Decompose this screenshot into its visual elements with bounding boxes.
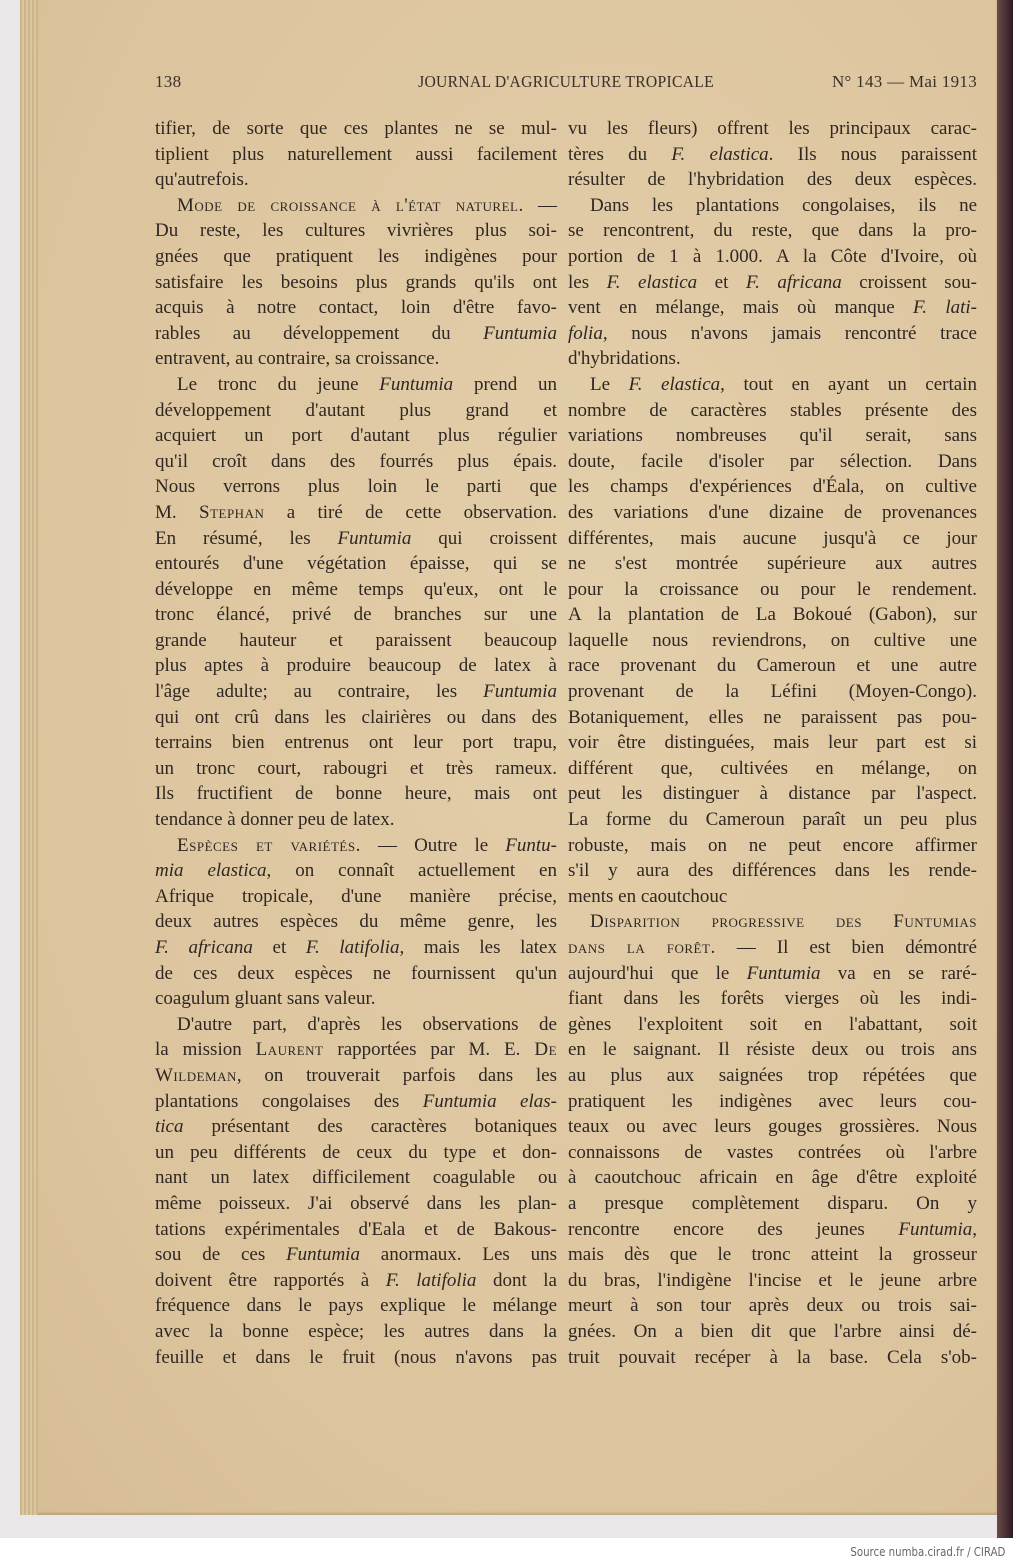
text-line	[568, 1114, 977, 1140]
small-caps-heading: Espèces et variétés.	[177, 834, 361, 856]
text-segment: tendance à donner peu de latex.	[155, 809, 395, 831]
text-segment: Nous verrons plus loin le parti que	[155, 476, 557, 498]
text-line	[155, 1165, 557, 1191]
text-line	[568, 142, 977, 168]
text-segment: développe en même temps qu'eux, ont le	[155, 578, 557, 600]
running-header	[155, 72, 977, 96]
text-line	[568, 346, 977, 372]
text-line	[155, 884, 557, 910]
text-segment: ,	[972, 1218, 977, 1240]
text-line	[568, 1063, 977, 1089]
text-segment: qui ont crû dans les clairières ou dans des	[155, 706, 557, 728]
text-line	[155, 193, 557, 219]
text-segment: feuille et dans le fruit (nous n'avons pas	[155, 1346, 557, 1368]
italic-text: tica	[155, 1116, 184, 1138]
text-segment: ments en caoutchouc	[568, 885, 728, 907]
text-segment: nant un latex difficilement coagulable ou	[155, 1167, 557, 1189]
text-line	[155, 961, 557, 987]
text-segment: avec la bonne espèce; les autres dans la	[155, 1320, 557, 1342]
text-line	[155, 935, 557, 961]
text-line	[568, 858, 977, 884]
text-segment: fiant dans les forêts vierges où les indi-	[568, 988, 977, 1010]
text-line	[155, 1012, 557, 1038]
text-segment: gènes l'exploitent soit en l'abattant, soit	[568, 1013, 977, 1035]
text-line	[568, 372, 977, 398]
text-segment: teaux ou avec leurs gouges grossières. Nous	[568, 1116, 977, 1138]
text-segment: de ces deux espèces ne fournissent qu'un	[155, 962, 557, 984]
text-segment: et	[697, 271, 746, 293]
text-line	[568, 526, 977, 552]
text-line	[155, 346, 557, 372]
text-segment: acquis à notre contact, loin d'être favo-	[155, 297, 557, 319]
text-line	[155, 1345, 557, 1371]
text-line	[568, 244, 977, 270]
text-line	[155, 1037, 557, 1063]
text-segment: rapportées par M. E.	[323, 1039, 535, 1061]
text-line	[155, 781, 557, 807]
text-segment: portion de 1 à 1.000. A la Côte d'Ivoire, où	[568, 245, 977, 267]
italic-text: Funtumia	[898, 1218, 973, 1240]
text-line	[568, 270, 977, 296]
text-line	[568, 961, 977, 987]
text-segment: s'il y aura des différences dans les rende-	[568, 860, 977, 882]
text-segment: d'hybridations.	[568, 348, 681, 370]
text-segment: l'âge adulte; au contraire, les	[155, 681, 484, 703]
text-segment: robuste, mais on ne peut encore affirmer	[568, 834, 977, 856]
text-segment: , on connaît actuellement en	[266, 860, 557, 882]
text-line	[568, 1165, 977, 1191]
text-line	[155, 142, 557, 168]
text-segment: présentant des caractères botaniques	[183, 1116, 557, 1138]
text-segment: M.	[155, 501, 199, 523]
text-segment: . Ils nous paraissent	[768, 143, 977, 165]
text-segment: tiplient plus naturellement aussi facilement	[155, 143, 557, 165]
text-line	[155, 1191, 557, 1217]
text-segment: — Il est bien démontré	[715, 937, 977, 958]
text-line	[568, 423, 977, 449]
text-segment: en le saignant. Il résiste deux ou trois ans	[568, 1039, 977, 1061]
text-segment: qu'il croît dans des fourrés plus épais.	[155, 450, 557, 472]
text-line	[155, 500, 557, 526]
text-line	[155, 1293, 557, 1319]
text-segment: ne s'est montrée supérieure aux autres	[568, 553, 977, 575]
text-segment: développement d'autant plus grand et	[155, 399, 557, 421]
text-segment: grande hauteur et paraissent beaucoup	[155, 629, 557, 651]
italic-text: F. latifolia	[305, 937, 400, 958]
text-segment: plus aptes à produire beaucoup de latex à	[155, 655, 557, 677]
text-line	[155, 474, 557, 500]
text-line	[155, 526, 557, 552]
text-line	[568, 705, 977, 731]
italic-text: Funtumia elas-	[422, 1090, 557, 1112]
text-line	[155, 602, 557, 628]
italic-text: Funtu-	[505, 834, 557, 856]
text-line	[568, 1268, 977, 1294]
text-segment: différentes, mais aucune jusqu'à ce jour	[568, 527, 977, 549]
text-line	[155, 833, 557, 859]
text-segment: Ils fructifient de bonne heure, mais ont	[155, 783, 557, 805]
text-segment: acquiert un port d'autant plus régulier	[155, 425, 557, 447]
text-line	[568, 1345, 977, 1371]
text-segment: rencontre encore des jeunes	[568, 1218, 899, 1240]
text-segment: satisfaire les besoins plus grands qu'ils ont	[155, 271, 557, 293]
text-segment: entourés d'une végétation épaisse, qui se	[155, 553, 557, 575]
text-line	[568, 628, 977, 654]
text-segment: même poisseux. J'ai observé dans les plan-	[155, 1192, 557, 1214]
text-line	[155, 372, 557, 398]
italic-text: mia elastica	[155, 860, 267, 882]
text-line	[568, 833, 977, 859]
text-line	[155, 679, 557, 705]
text-line	[155, 577, 557, 603]
italic-text: F. latifolia	[385, 1269, 477, 1291]
page-stack-edge	[20, 0, 38, 1515]
text-segment: A la plantation de La Bokoué (Gabon), sur	[568, 604, 977, 626]
text-segment: prend un	[453, 373, 557, 395]
text-line	[155, 807, 557, 833]
text-segment: des variations d'une dizaine de provenances	[568, 501, 977, 523]
text-segment: voir être distinguées, mais leur part est si	[568, 732, 977, 754]
text-segment: La forme du Cameroun paraît un peu plus	[568, 809, 977, 831]
text-line	[568, 781, 977, 807]
italic-text: F. elastica	[671, 143, 769, 165]
text-line	[568, 1242, 977, 1268]
text-line	[568, 730, 977, 756]
text-segment: tifier, de sorte que ces plantes ne se mul-	[155, 118, 557, 139]
italic-text: F. africana	[155, 937, 253, 958]
italic-text: Funtumia	[337, 527, 412, 549]
text-line	[568, 1012, 977, 1038]
text-segment: croissent sou-	[841, 271, 978, 293]
text-segment: En résumé, les	[155, 527, 338, 549]
text-line	[568, 321, 977, 347]
small-caps-heading: Mode de croissance à l'état naturel.	[177, 194, 524, 216]
text-line	[568, 1293, 977, 1319]
text-segment: différent que, cultivées en mélange, on	[568, 757, 977, 779]
text-segment: , mais les latex	[399, 937, 557, 958]
text-segment: Le tronc du jeune	[177, 373, 380, 395]
text-segment: qu'autrefois.	[155, 169, 249, 191]
text-line	[155, 1217, 557, 1243]
text-segment: la mission	[155, 1039, 256, 1061]
text-line	[155, 986, 557, 1012]
italic-text: Funtumia	[746, 962, 821, 984]
text-segment: , tout en ayant un certain	[720, 373, 977, 395]
text-segment: truit pouvait recéper à la base. Cela s'ob-	[568, 1346, 977, 1368]
text-segment: Afrique tropicale, d'une manière précise,	[155, 885, 557, 907]
italic-text: F. elastica	[606, 271, 698, 293]
text-segment: un peu différents de ceux du type et don-	[155, 1141, 557, 1163]
italic-text: F. africana	[745, 271, 842, 293]
text-segment: résulter de l'hybridation des deux espèces.	[568, 169, 977, 191]
small-caps-heading: De	[534, 1039, 558, 1061]
text-segment: doute, facile d'isoler par sélection. Dans	[568, 450, 977, 472]
text-segment: a tiré de cette observation.	[264, 501, 557, 523]
text-line	[568, 1191, 977, 1217]
text-line	[568, 1319, 977, 1345]
text-segment: Dans les plantations congolaises, ils ne	[590, 194, 977, 216]
text-line	[155, 423, 557, 449]
small-caps-heading: Stephan	[199, 501, 265, 523]
text-line	[155, 167, 557, 193]
text-line	[568, 884, 977, 910]
text-segment: les	[568, 271, 607, 293]
text-line	[568, 1217, 977, 1243]
text-segment: coagulum gluant sans valeur.	[155, 988, 376, 1010]
text-line	[568, 756, 977, 782]
right-text-column	[568, 116, 977, 1370]
text-segment: qui croissent	[411, 527, 557, 549]
text-segment: au plus aux saignées trop répétées que	[568, 1064, 977, 1086]
text-line	[568, 1089, 977, 1115]
italic-text: Funtumia	[483, 322, 557, 344]
text-line	[568, 500, 977, 526]
text-line	[568, 653, 977, 679]
text-segment: meurt à son tour après deux ou trois sai-	[568, 1295, 977, 1317]
text-segment: pour la croissance ou pour le rendement.	[568, 578, 977, 600]
text-segment: du bras, l'indigène l'incise et le jeune arbre	[568, 1269, 977, 1291]
text-segment: sou de ces	[155, 1244, 287, 1266]
text-line	[155, 1319, 557, 1345]
text-segment: pratiquent les indigènes avec leurs cou-	[568, 1090, 977, 1112]
text-segment: dont la	[476, 1269, 557, 1291]
text-line	[155, 270, 557, 296]
text-segment: laquelle nous reviendrons, on cultive une	[568, 629, 977, 651]
text-segment: Botaniquement, elles ne paraissent pas pou-	[568, 706, 977, 728]
text-line	[155, 1114, 557, 1140]
text-line	[568, 167, 977, 193]
text-segment: deux autres espèces du même genre, les	[155, 911, 557, 933]
source-credit: Source numba.cirad.fr / CIRAD	[849, 1545, 1005, 1559]
text-line	[155, 628, 557, 654]
text-line	[155, 244, 557, 270]
text-line	[568, 679, 977, 705]
text-line	[155, 551, 557, 577]
text-line	[568, 602, 977, 628]
text-segment: connaissons de vastes contrées où l'arbre	[568, 1141, 977, 1163]
journal-title: JOURNAL D'AGRICULTURE TROPICALE	[418, 72, 714, 91]
text-line	[155, 1063, 557, 1089]
text-segment: un tronc court, rabougri et très rameux.	[155, 757, 557, 779]
text-segment: —	[523, 194, 558, 216]
text-line	[568, 909, 977, 935]
text-segment: variations nombreuses qu'il serait, sans	[568, 425, 977, 447]
text-segment: aujourd'hui que le	[568, 962, 747, 984]
text-line	[155, 295, 557, 321]
text-segment: fréquence dans le pays explique le mélange	[155, 1295, 557, 1317]
text-segment: à caoutchouc africain en âge d'être exploité	[568, 1167, 977, 1189]
text-segment: terrains bien entrenus ont leur port trapu,	[155, 732, 557, 754]
text-segment: les champs d'expériences d'Éala, on cultive	[568, 476, 977, 498]
text-segment: tations expérimentales d'Eala et de Bakous-	[155, 1218, 557, 1240]
small-caps-heading: Disparition progressive des Funtumias	[590, 911, 977, 933]
small-caps-heading: Wildeman	[155, 1064, 237, 1086]
text-line	[155, 730, 557, 756]
text-segment: , on trouverait parfois dans les	[236, 1064, 557, 1086]
text-segment: rables au développement du	[155, 322, 484, 344]
text-segment: peut les distinguer à distance par l'aspect.	[568, 783, 977, 805]
book-binding	[997, 0, 1013, 1538]
text-segment: — Outre le	[360, 834, 506, 856]
text-line	[155, 756, 557, 782]
text-line	[155, 653, 557, 679]
text-line	[568, 193, 977, 219]
text-line	[568, 551, 977, 577]
page-number: 138	[155, 72, 182, 91]
text-line	[155, 705, 557, 731]
left-text-column	[155, 116, 557, 1370]
text-line	[155, 1089, 557, 1115]
text-line	[155, 1242, 557, 1268]
text-segment: doivent être rapportés à	[155, 1269, 386, 1291]
text-segment: tères du	[568, 143, 672, 165]
text-segment: , nous n'avons jamais rencontré trace	[602, 322, 977, 344]
text-line	[568, 807, 977, 833]
text-line	[568, 935, 977, 961]
issue-info: N° 143 — Mai 1913	[831, 72, 977, 91]
text-segment: vent en mélange, mais où manque	[568, 297, 914, 319]
text-line	[568, 577, 977, 603]
text-line	[155, 218, 557, 244]
text-segment: race provenant du Cameroun et une autre	[568, 655, 977, 677]
text-line	[568, 1037, 977, 1063]
text-line	[568, 474, 977, 500]
text-line	[568, 218, 977, 244]
text-segment: provenant de la Léfini (Moyen-Congo).	[568, 681, 977, 703]
text-line	[568, 986, 977, 1012]
text-line	[568, 1140, 977, 1166]
text-segment: mais dès que le tronc atteint la grosseur	[568, 1244, 977, 1266]
text-segment: tronc élancé, privé de branches sur une	[155, 604, 557, 626]
text-line	[568, 295, 977, 321]
italic-text: Funtumia	[286, 1244, 360, 1266]
text-line	[568, 449, 977, 475]
text-segment: se rencontrent, du reste, que dans la pro-	[568, 220, 977, 242]
text-segment: plantations congolaises des	[155, 1090, 423, 1112]
italic-text: F. lati-	[913, 297, 977, 319]
text-line	[155, 909, 557, 935]
text-line	[568, 116, 977, 142]
text-segment: gnées. On a bien dit que l'arbre ainsi dé-	[568, 1320, 977, 1342]
text-line	[568, 398, 977, 424]
text-segment: va en se raré-	[820, 962, 977, 984]
text-segment: Du reste, les cultures vivrières plus soi-	[155, 220, 557, 242]
text-segment: D'autre part, d'après les observations de	[177, 1013, 557, 1035]
italic-text: Funtumia	[379, 373, 454, 395]
text-segment: gnées que pratiquent les indigènes pour	[155, 245, 557, 267]
italic-text: F. elastica	[628, 373, 721, 395]
text-segment: et	[252, 937, 306, 958]
small-caps-heading: dans la forêt.	[568, 937, 716, 958]
text-segment: a presque complètement disparu. On y	[568, 1192, 977, 1214]
text-line	[155, 449, 557, 475]
italic-text: folia	[568, 322, 603, 344]
text-segment: entravent, au contraire, sa croissance.	[155, 348, 440, 370]
text-line	[155, 1268, 557, 1294]
text-segment: Le	[590, 373, 629, 395]
text-line	[155, 858, 557, 884]
text-line	[155, 398, 557, 424]
text-segment: nombre de caractères stables présente des	[568, 399, 977, 421]
small-caps-heading: Laurent	[255, 1039, 324, 1061]
text-line	[155, 116, 557, 142]
text-line	[155, 321, 557, 347]
italic-text: Funtumia	[483, 681, 557, 703]
text-segment: anormaux. Les uns	[359, 1244, 557, 1266]
text-segment: vu les fleurs) offrent les principaux carac-	[568, 118, 977, 139]
text-line	[155, 1140, 557, 1166]
